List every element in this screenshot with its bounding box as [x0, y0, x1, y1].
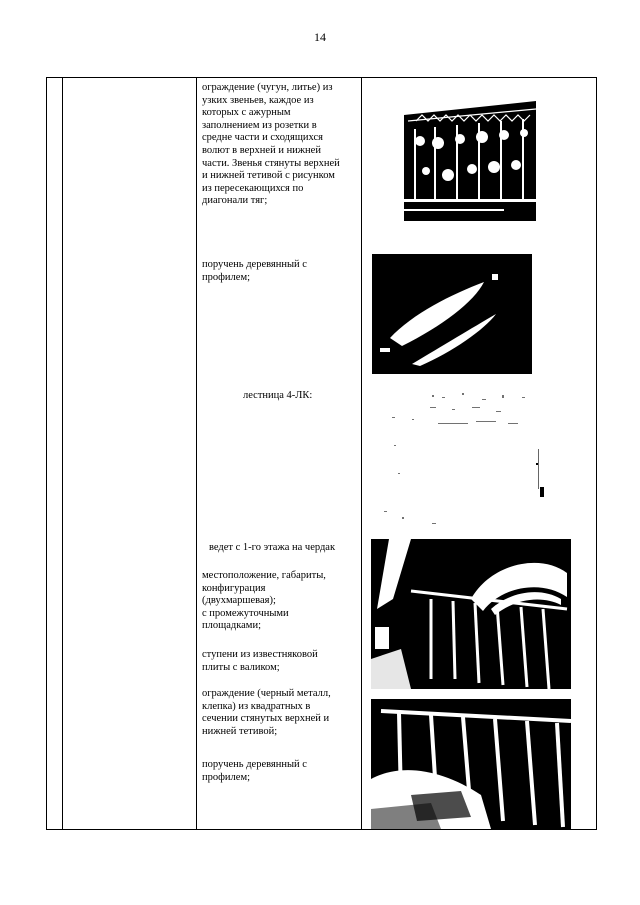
steps-description: ступени из известняковой плиты с валиком;	[202, 649, 318, 673]
cast-iron-fence-photo	[386, 81, 536, 221]
stair-heading: лестница 4-ЛК:	[243, 390, 313, 401]
column-divider-2	[196, 78, 197, 829]
fence-metal-description: ограждение (черный металл, клепка) из квадратных в сечении стянутых верхней и нижней тетивой;	[202, 688, 331, 737]
location-description: местоположение, габариты, конфигурация (двухмаршевая); с промежуточными площадками;	[202, 570, 326, 632]
staircase-photo-lower	[371, 699, 571, 829]
handrail-description-2: поручень деревянный с профилем;	[202, 759, 307, 783]
page-number: 14	[314, 30, 326, 44]
leads-to-description: ведет с 1-го этажа на чердак	[209, 542, 336, 553]
staircase-photo-upper	[371, 539, 571, 689]
inventory-table	[46, 77, 597, 830]
fence-cast-description: ограждение (чугун, литье) из узких звеньев, каждое из которых с ажурным заполнением из розетки в средне части и сходящихся волют в верхней и нижней части. Звенья стянуты верхней и нижней тетивой с рисунком из пересекающихся по диагонали тяг;	[202, 82, 340, 207]
column-divider-1	[62, 78, 63, 829]
handrail-description-1: поручень деревянный с профилем;	[202, 259, 307, 283]
staircase-plan-drawing	[372, 383, 550, 531]
wooden-handrail-photo	[372, 254, 532, 374]
